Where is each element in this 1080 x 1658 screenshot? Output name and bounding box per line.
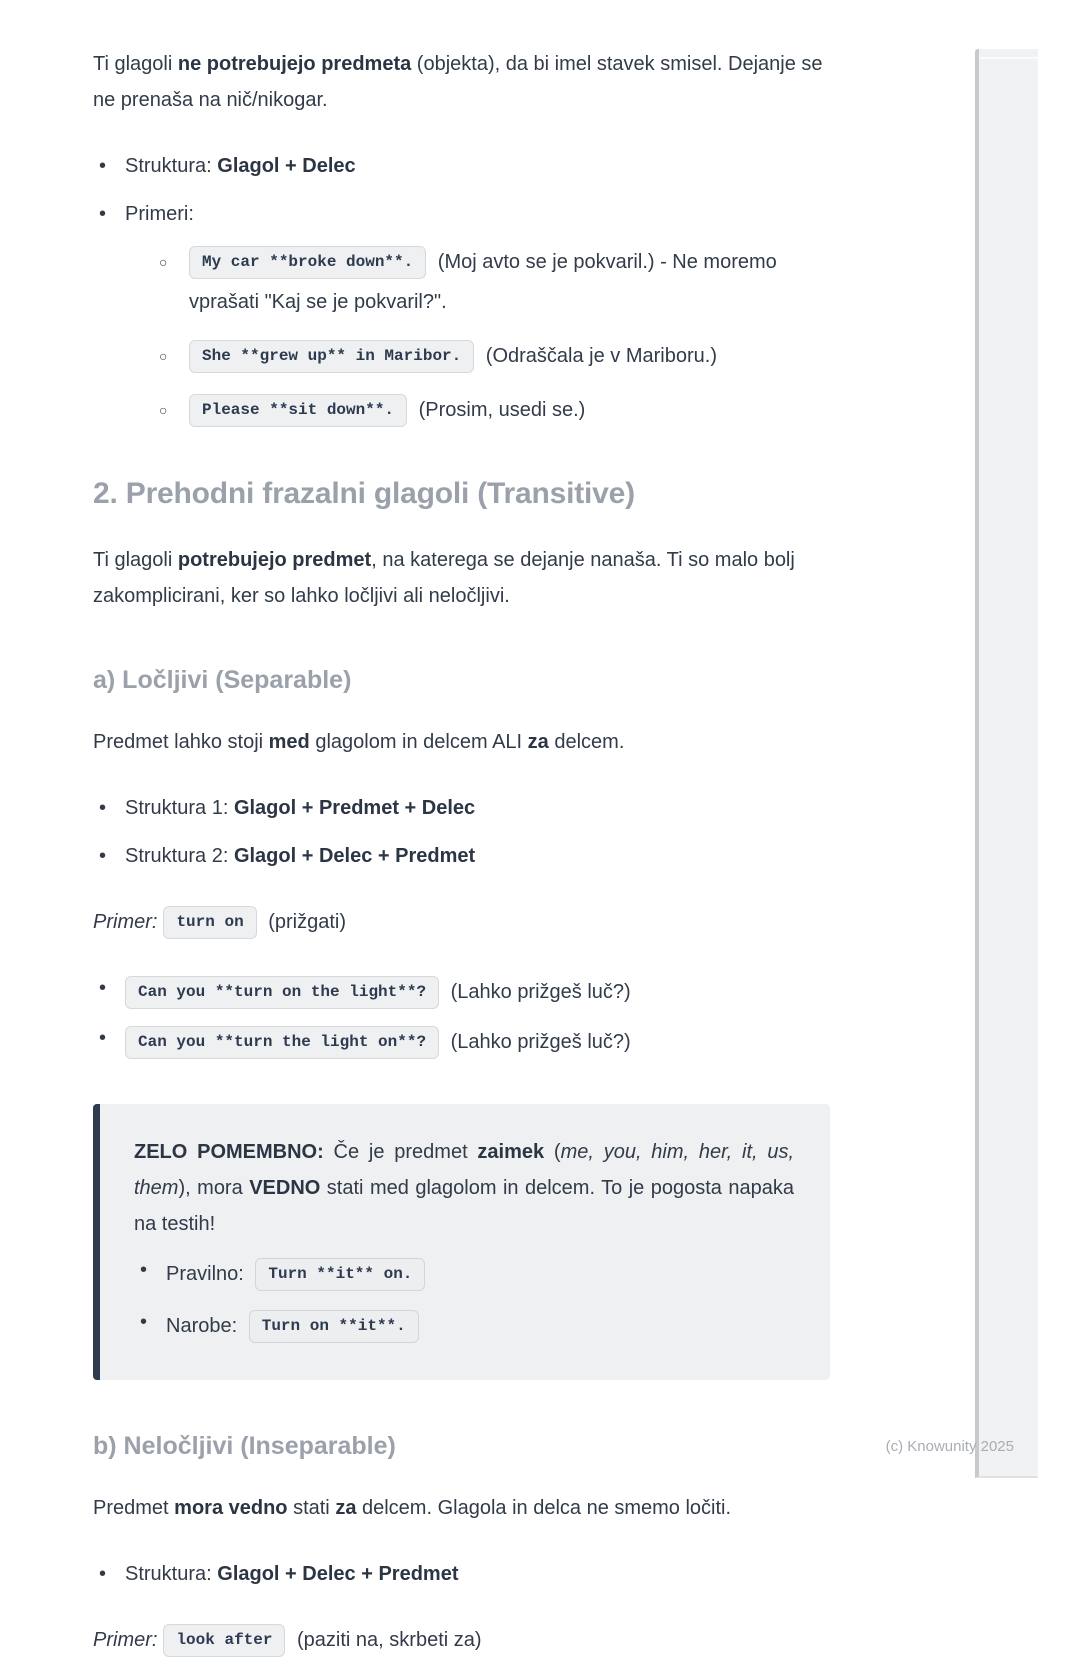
text-run: , na katerega se dejanje nanaša. Ti so malo bolj zakomplicirani, ker so lahko ločljivi ali neločljivi. (93, 549, 795, 607)
inseparable-paragraph (93, 1490, 827, 1526)
intro-list (93, 148, 827, 430)
watermark: (c) Knowunity 2025 (885, 1438, 1014, 1455)
text-run: Če je predmet (323, 1141, 478, 1163)
text-run: (Prosim, usedi se.) (413, 399, 586, 421)
separable-paragraph (93, 724, 827, 760)
text-run: Predmet lahko stoji (93, 731, 269, 753)
inline-code: My car **broke down**. (189, 246, 426, 279)
example-item (155, 390, 827, 430)
separable-examples-list (93, 970, 827, 1064)
bold-text: potrebujejo predmet (177, 549, 372, 571)
bold-text: mora vedno (174, 1497, 288, 1519)
example-item (155, 242, 827, 322)
list-item (93, 838, 827, 874)
bold-text: za (527, 731, 549, 753)
subsection-heading-separable: a) Ločljivi (Separable) (93, 666, 352, 694)
example-item (93, 1020, 827, 1064)
callout-list (134, 1252, 794, 1348)
text-run: (objekta), da bi imel stavek smisel. Dejanje se ne prenaša na nič/nikogar. (93, 53, 823, 111)
section-heading-transitive: 2. Prehodni frazalni glagoli (Transitive) (93, 477, 635, 510)
intro-examples-list (155, 242, 827, 430)
text-run: (Lahko prižgeš luč?) (445, 1031, 631, 1053)
text-run: Struktura 2: (125, 845, 234, 867)
list-item-label (125, 203, 194, 225)
text-run: (Lahko prižgeš luč?) (445, 981, 631, 1003)
callout-item-wrong (134, 1304, 794, 1348)
text-run: Struktura: (125, 1563, 218, 1585)
text-run: ( (544, 1141, 561, 1163)
inline-code: Turn on **it**. (249, 1310, 419, 1343)
inline-code: She **grew up** in Maribor. (189, 340, 474, 373)
text-run: delcem. Glagola in delca ne smemo ločiti. (356, 1497, 732, 1519)
bold-text: VEDNO (249, 1177, 321, 1199)
text-run: Struktura: (125, 155, 218, 177)
list-item (93, 1556, 827, 1592)
important-callout (93, 1104, 830, 1380)
text-run: Primeri: (125, 203, 194, 225)
list-item (93, 790, 827, 826)
bold-text: med (268, 731, 310, 753)
bold-text: Glagol + Delec + Predmet (217, 1563, 459, 1585)
next-page-edge (975, 49, 1038, 1478)
inseparable-structures-list (93, 1556, 827, 1592)
text-run: Predmet (93, 1497, 175, 1519)
list-item (93, 148, 827, 184)
callout-item-correct (134, 1252, 794, 1296)
inline-code: Turn **it** on. (255, 1258, 425, 1291)
bold-text: Glagol + Predmet + Delec (233, 797, 476, 819)
inline-code: Can you **turn on the light**? (125, 976, 439, 1009)
inline-code: Please **sit down**. (189, 394, 407, 427)
text-run: (Moj avto se je pokvaril.) - Ne moremo vprašati "Kaj se je pokvaril?". (189, 251, 777, 313)
separable-primer (93, 904, 827, 940)
inline-code: turn on (163, 906, 256, 939)
text-run: Pravilno: (166, 1263, 250, 1285)
example-item (93, 970, 827, 1014)
bold-text: ne potrebujejo predmeta (177, 53, 412, 75)
transitive-paragraph (93, 542, 827, 614)
bold-text: ZELO POMEMBNO: (134, 1141, 324, 1163)
inseparable-primer (93, 1622, 827, 1658)
text-run: (paziti na, skrbeti za) (291, 1629, 482, 1651)
bold-text: zaimek (477, 1141, 545, 1163)
text-run: stati med glagolom in delcem. To je pogosta napaka na testih! (134, 1177, 795, 1235)
bold-text: Glagol + Delec + Predmet (233, 845, 476, 867)
inline-code: look after (163, 1624, 285, 1657)
separable-structures-list (93, 790, 827, 874)
text-run: (prižgati) (262, 911, 347, 933)
text-run: Ti glagoli (93, 549, 178, 571)
italic-text: me, you, him, her, it, us, them (134, 1141, 795, 1199)
text-run: (Odraščala je v Mariboru.) (480, 345, 717, 367)
text-run: Struktura 1: (125, 797, 234, 819)
bold-text: Glagol + Delec (217, 155, 356, 177)
bold-text: za (335, 1497, 357, 1519)
inline-code: Can you **turn the light on**? (125, 1026, 439, 1059)
text-run: Narobe: (166, 1315, 243, 1337)
text-run: ), mora (178, 1177, 250, 1199)
callout-paragraph (134, 1134, 794, 1242)
subsection-heading-inseparable: b) Neločljivi (Inseparable) (93, 1432, 396, 1460)
intro-paragraph (93, 46, 827, 118)
italic-text: Primer: (93, 911, 158, 933)
example-item (155, 336, 827, 376)
text-run: stati (287, 1497, 336, 1519)
text-run: delcem. (548, 731, 625, 753)
list-item (93, 196, 827, 430)
italic-text: Primer: (93, 1629, 158, 1651)
text-run: glagolom in delcem ALI (309, 731, 528, 753)
text-run: Ti glagoli (93, 53, 178, 75)
